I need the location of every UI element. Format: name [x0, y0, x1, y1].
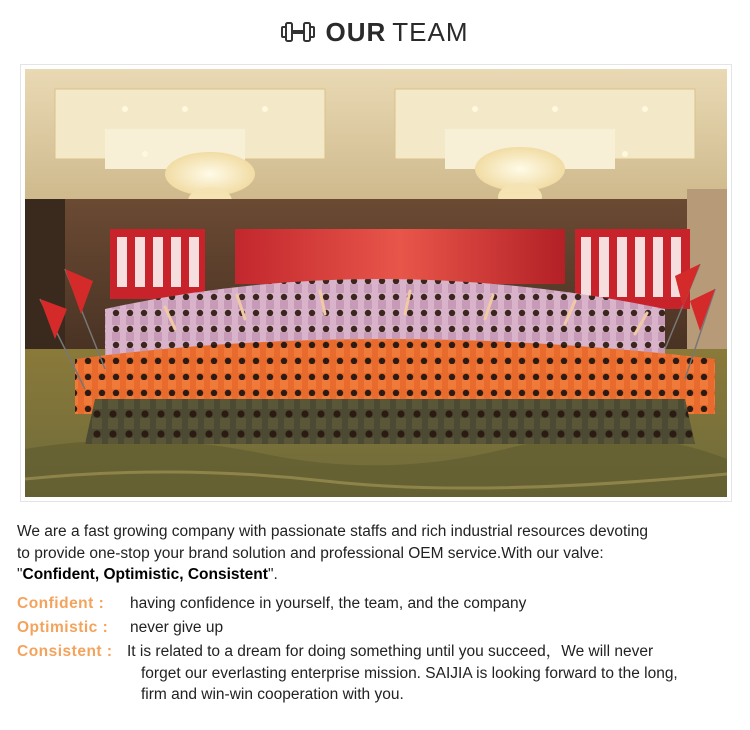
- header-title-bold: OUR: [325, 16, 387, 47]
- value-row-optimistic: [17, 617, 733, 639]
- intro-line-2: to provide one-stop your brand solution and professional OEM service.With our valve:: [17, 544, 604, 562]
- value-label: Consistent :: [17, 643, 113, 660]
- section-header: [0, 14, 750, 50]
- value-row-confident: [17, 593, 733, 615]
- value-label: Confident :: [17, 595, 105, 612]
- value-text: having confidence in yourself, the team, and the company: [130, 595, 527, 612]
- value-text-line-3: firm and win-win cooperation with you.: [141, 686, 404, 703]
- intro-line-1: We are a fast growing company with passionate staffs and rich industrial resources devoting: [17, 523, 648, 540]
- team-photo: [20, 64, 732, 502]
- value-text-line-1: It is related to a dream for doing something until you succeed，We will never: [127, 643, 654, 660]
- value-text: [127, 641, 733, 706]
- values-highlight: Confident, Optimistic, Consistent: [22, 566, 268, 583]
- dumbbell-icon: [281, 21, 315, 43]
- value-row-consistent: [17, 641, 733, 706]
- values-list: [17, 593, 733, 708]
- value-text-line-2: forget our everlasting enterprise mission. SAIJIA is looking forward to the long,: [141, 664, 678, 682]
- quote-open: ": [17, 566, 23, 583]
- value-text: never give up: [130, 619, 224, 636]
- company-intro: [17, 521, 733, 586]
- header-title-light: TEAM: [392, 16, 469, 47]
- intro-line-3: [17, 564, 733, 586]
- team-photo-image: [25, 69, 727, 497]
- value-label: Optimistic :: [17, 619, 109, 636]
- quote-close: ".: [267, 566, 278, 583]
